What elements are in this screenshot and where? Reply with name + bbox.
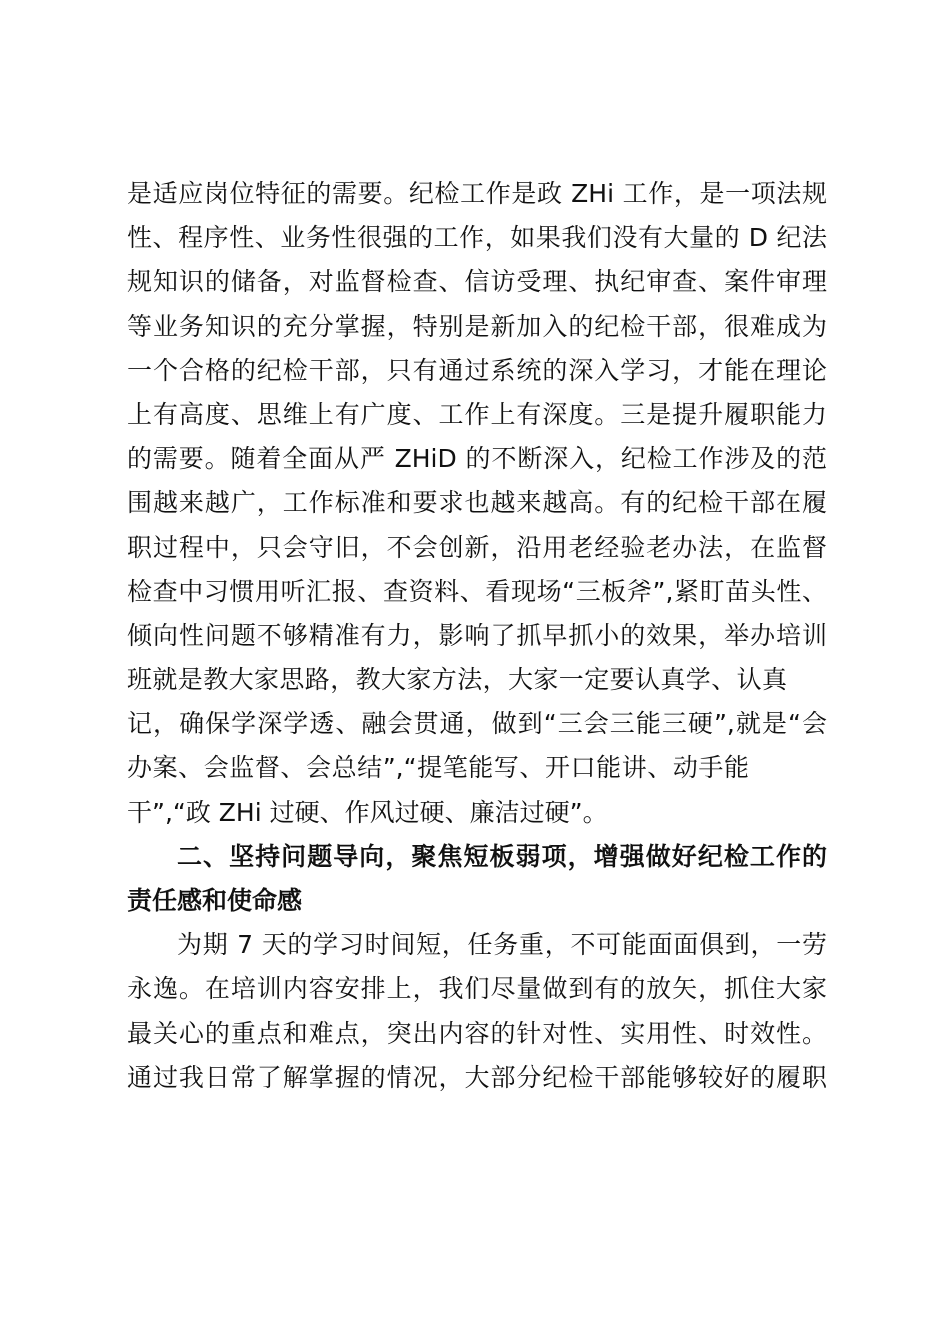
text-line: 是适应岗位特征的需要。纪检工作是政 ZHi 工作，是一项法规 (127, 179, 827, 208)
text-line: 检查中习惯用听汇报、查资料、看现场“三板斧”,紧盯苗头性、 (127, 576, 827, 606)
text-line: 性、程序性、业务性很强的工作，如果我们没有大量的 D 纪法 (127, 223, 827, 253)
text-line: 永逸。在培训内容安排上，我们尽量做到有的放矢，抓住大家 (127, 974, 827, 1004)
text-line: 办案、会监督、会总结”,“提笔能写、开口能讲、动手能 (127, 753, 749, 783)
text-line: 倾向性问题不够精准有力，影响了抓早抓小的效果，举办培训 (127, 620, 827, 650)
text-line: 围越来越广，工作标准和要求也越来越高。有的纪检干部在履 (127, 488, 827, 518)
text-line: 的需要。随着全面从严 ZHiD 的不断深入，纪检工作涉及的范 (127, 444, 827, 474)
text-line: 一个合格的纪检干部，只有通过系统的深入学习，才能在理论 (127, 355, 827, 385)
text-line: 职过程中，只会守旧，不会创新，沿用老经验老办法，在监督 (127, 532, 827, 562)
section-heading-continued: 责任感和使命感 (127, 886, 303, 915)
text-line: 班就是教大家思路，教大家方法，大家一定要认真学、认真 (127, 665, 787, 695)
text-line: 最关心的重点和难点，突出内容的针对性、实用性、时效性。 (127, 1018, 827, 1048)
section-heading: 二、坚持问题导向，聚焦短板弱项，增强做好纪检工作的 (177, 841, 827, 871)
text-line: 等业务知识的充分掌握，特别是新加入的纪检干部，很难成为 (127, 311, 827, 341)
body-text (127, 172, 827, 1100)
text-line: 规知识的储备，对监督检查、信访受理、执纪审查、案件审理 (127, 267, 827, 297)
text-line: 记，确保学深学透、融会贯通，做到“三会三能三硬”,就是“会 (127, 709, 827, 739)
text-line: 干”,“政 ZHi 过硬、作风过硬、廉洁过硬”。 (127, 797, 608, 827)
text-line: 通过我日常了解掌握的情况，大部分纪检干部能够较好的履职 (127, 1062, 827, 1092)
text-line: 为期 7 天的学习时间短，任务重，不可能面面俱到，一劳 (177, 930, 827, 960)
text-line: 上有高度、思维上有广度、工作上有深度。三是提升履职能力 (127, 399, 827, 429)
